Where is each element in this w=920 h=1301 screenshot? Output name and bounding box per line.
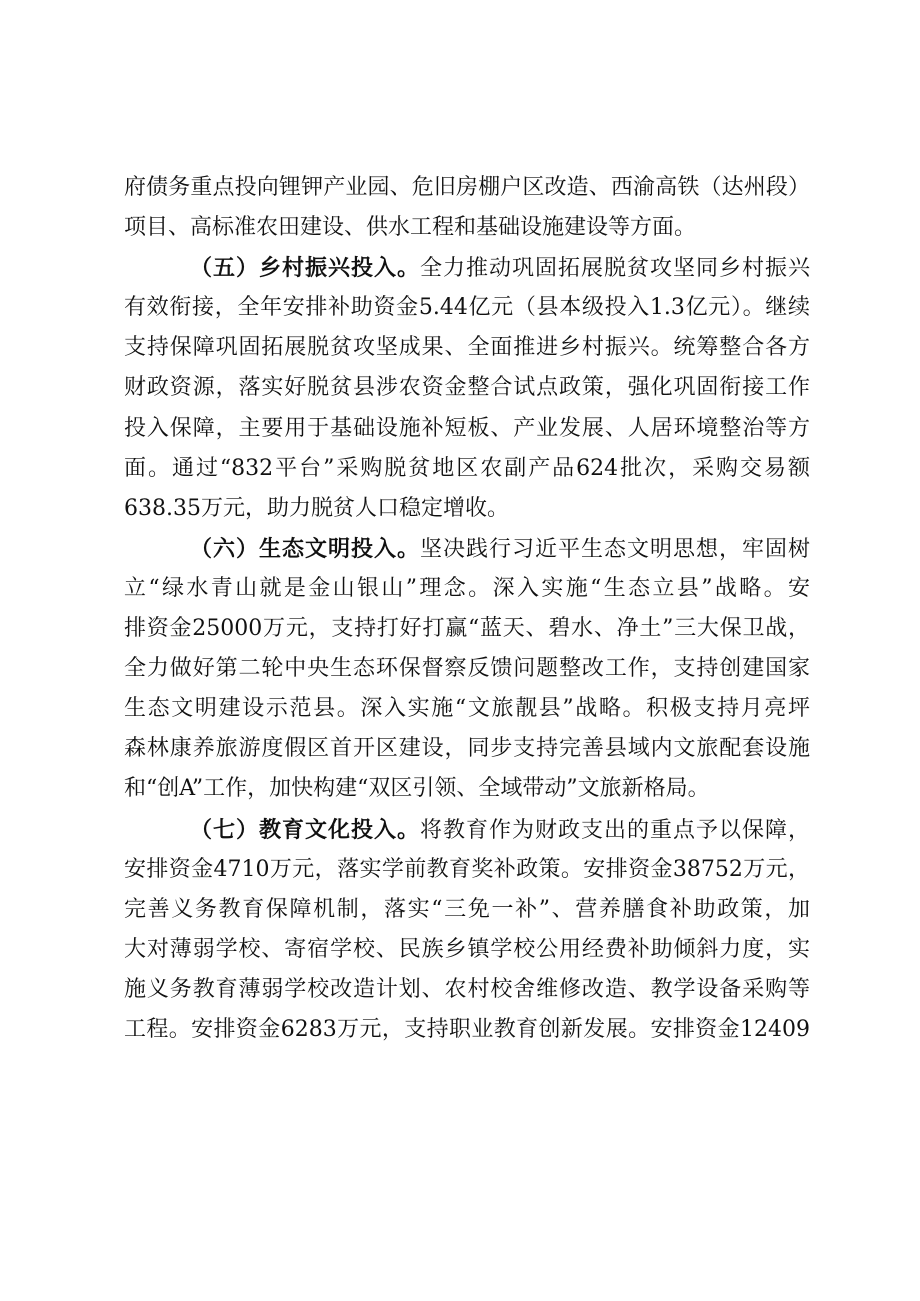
body-line: 有效衔接，全年安排补助资金5.44亿元（县本级投入1.3亿元）。继续 (124, 295, 810, 321)
section-first-line-text: 将教育作为财政支出的重点予以保障， (420, 817, 810, 843)
body-line: 施义务教育薄弱学校改造计划、农村校舍维修改造、教学设备采购等 (124, 976, 810, 1002)
section-first-line (124, 248, 810, 288)
body-line: 大对薄弱学校、寄宿学校、民族乡镇学校公用经费补助倾斜力度，实 (124, 936, 810, 962)
body-line: 工程。安排资金6283万元，支持职业教育创新发展。安排资金12409 (124, 1016, 810, 1042)
body-line: 完善义务教育保障机制，落实“三免一补”、营养膳食补助政策，加 (124, 896, 810, 922)
section-heading: （六）生态文明投入。 (190, 535, 420, 562)
section-first-line (124, 529, 810, 569)
body-line: 支持保障巩固拓展脱贫攻坚成果、全面推进乡村振兴。统筹整合各方 (124, 335, 810, 361)
body-line: 面。通过“832平台”采购脱贫地区农副产品624批次，采购交易额 (124, 455, 810, 481)
body-line: 项目、高标准农田建设、供水工程和基础设施建设等方面。 (124, 215, 697, 241)
body-line: 排资金25000万元，支持打好打赢“蓝天、碧水、净土”三大保卫战， (124, 616, 810, 642)
document-body (124, 168, 810, 1050)
body-line: 全力做好第二轮中央生态环保督察反馈问题整改工作，支持创建国家 (124, 656, 810, 682)
section-first-line-text: 坚决践行习近平生态文明思想，牢固树 (420, 536, 810, 562)
section-heading: （七）教育文化投入。 (190, 816, 420, 843)
section-first-line (124, 810, 810, 850)
body-line: 财政资源，落实好脱贫县涉农资金整合试点政策，强化巩固衔接工作 (124, 375, 810, 401)
body-line: 府债务重点投向锂钾产业园、危旧房棚户区改造、西渝高铁（达州段） (124, 175, 810, 200)
body-line: 和“创A”工作，加快构建“双区引领、全域带动”文旅新格局。 (124, 776, 710, 802)
section-heading: （五）乡村振兴投入。 (190, 255, 420, 282)
body-line: 生态文明建设示范县。深入实施“文旅靓县”战略。积极支持月亮坪 (124, 696, 810, 722)
body-line: 638.35万元，助力脱贫人口稳定增收。 (124, 495, 509, 521)
body-line: 森林康养旅游度假区首开区建设，同步支持完善县域内文旅配套设施 (124, 736, 810, 762)
body-line: 安排资金4710万元，落实学前教育奖补政策。安排资金38752万元， (124, 856, 810, 882)
body-line: 投入保障，主要用于基础设施补短板、产业发展、人居环境整治等方 (124, 415, 810, 441)
body-line: 立“绿水青山就是金山银山”理念。深入实施“生态立县”战略。安 (124, 575, 810, 601)
section-first-line-text: 全力推动巩固拓展脱贫攻坚同乡村振兴 (420, 256, 810, 282)
